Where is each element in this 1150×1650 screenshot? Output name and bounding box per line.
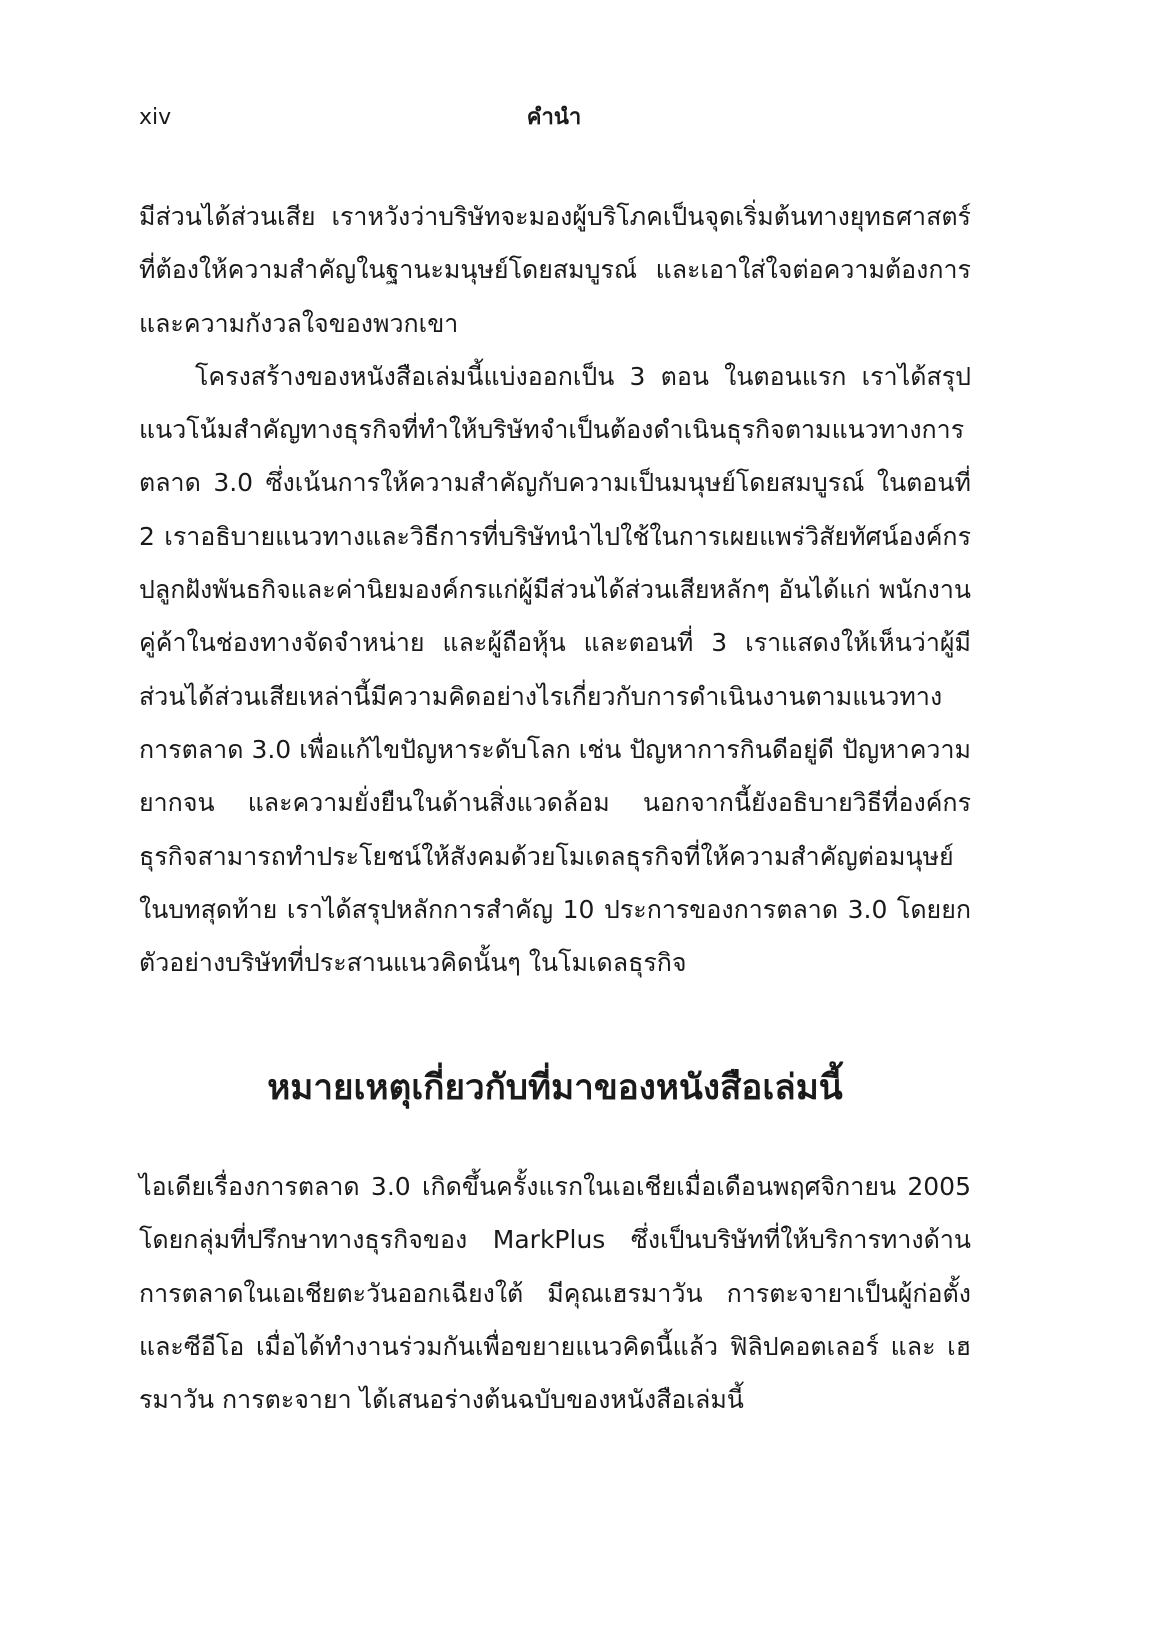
section-text-block bbox=[139, 1160, 971, 1426]
paragraph-book-structure: โครงสร้างของหนังสือเล่มนี้แบ่งออกเป็น 3 ตอน ในตอนแรก เราได้สรุปแนวโน้มสำคัญทางธุรกิจที่ทำให้บริษัทจำเป็นต้องดำเนินธุรกิจตามแนวทางการตลาด 3.0 ซึ่งเน้นการให้ความสำคัญกับความเป็นมนุษย์โดยสมบูรณ์ ในตอนที่ 2 เราอธิบายแนวทางและวิธีการที่บริษัทนำไปใช้ในการเผยแพร่วิสัยทัศน์องค์กร ปลูกฝังพันธกิจและค่านิยมองค์กรแก่ผู้มีส่วนได้ส่วนเสียหลักๆ อันได้แก่ พนักงาน คู่ค้าในช่องทางจัดจำหน่าย และผู้ถือหุ้น และตอนที่ 3 เราแสดงให้เห็นว่าผู้มีส่วนได้ส่วนเสียเหล่านี้มีความคิดอย่างไรเกี่ยวกับการดำเนินงานตามแนวทางการตลาด 3.0 เพื่อแก้ไขปัญหาระดับโลก เช่น ปัญหาการกินดีอยู่ดี ปัญหาความยากจน และความยั่งยืนในด้านสิ่งแวดล้อม นอกจากนี้ยังอธิบายวิธีที่องค์กรธุรกิจสามารถทำประโยชน์ให้สังคมด้วยโมเดลธุรกิจที่ให้ความสำคัญต่อมนุษย์ ในบทสุดท้าย เราได้สรุปหลักการสำคัญ 10 ประการของการตลาด 3.0 โดยยกตัวอย่างบริษัทที่ประสานแนวคิดนั้นๆ ในโมเดลธุรกิจ bbox=[139, 361, 971, 978]
running-title: คำนำ bbox=[526, 105, 582, 130]
paragraph-continued: มีส่วนได้ส่วนเสีย เราหวังว่าบริษัทจะมองผู้บริโภคเป็นจุดเริ่มต้นทางยุทธศาสตร์ที่ต้องให้ความสำคัญในฐานะมนุษย์โดยสมบูรณ์ และเอาใส่ใจต่อความต้องการและความกังวลใจของพวกเขา bbox=[139, 202, 971, 338]
section-heading: หมายเหตุเกี่ยวกับที่มาของหนังสือเล่มนี้ bbox=[267, 1068, 843, 1108]
body-text-block bbox=[139, 190, 971, 989]
running-head bbox=[139, 98, 969, 138]
paragraph-origin: ไอเดียเรื่องการตลาด 3.0 เกิดขึ้นครั้งแรกในเอเชียเมื่อเดือนพฤศจิกายน 2005 โดยกลุ่มที่ปรึกษาทางธุรกิจของ MarkPlus ซึ่งเป็นบริษัทที่ให้บริการทางด้านการตลาดในเอเชียตะวันออกเฉียงใต้ มีคุณเฮรมาวัน การตะจายาเป็นผู้ก่อตั้งและซีอีโอ เมื่อได้ทำงานร่วมกันเพื่อขยายแนวคิดนี้แล้ว ฟิลิปคอตเลอร์ และ เฮรมาวัน การตะจายา ได้เสนอร่างต้นฉบับของหนังสือเล่มนี้ bbox=[139, 1172, 971, 1415]
page-number: xiv bbox=[139, 105, 172, 130]
